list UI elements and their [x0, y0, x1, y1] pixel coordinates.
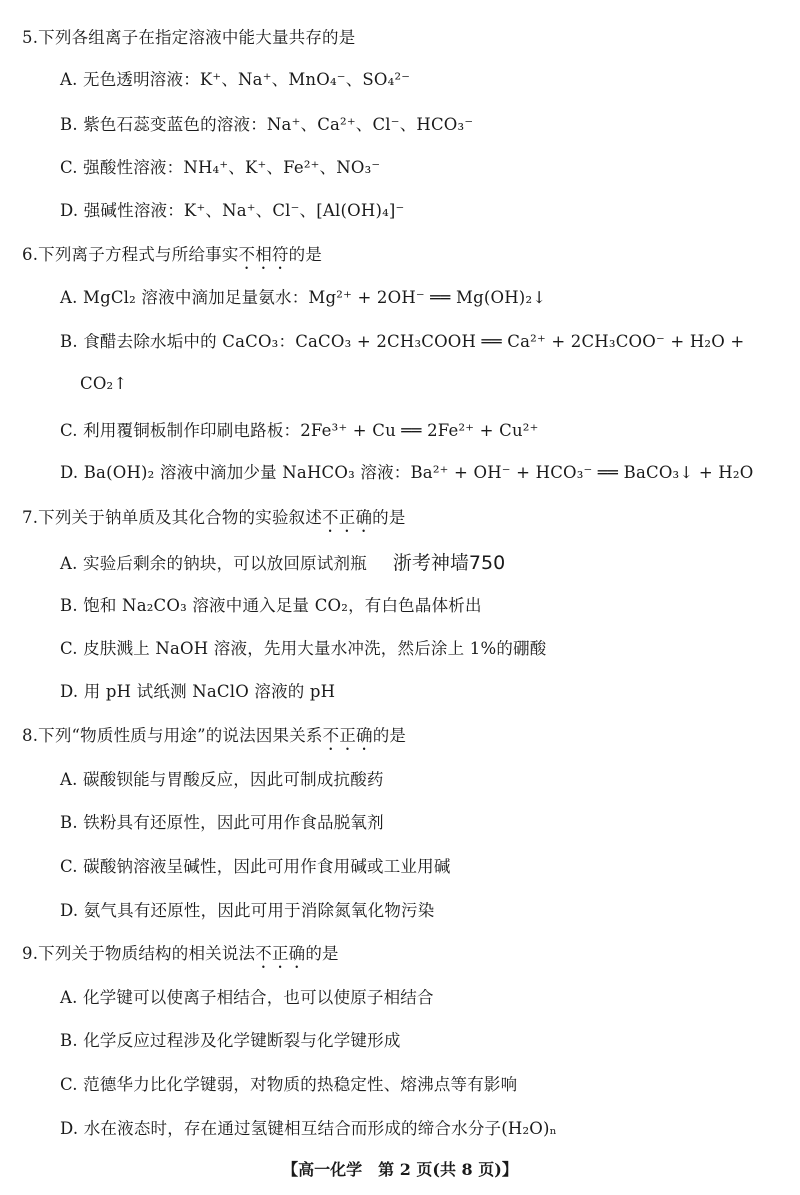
question-9-option-b: B. 化学反应过程涉及化学键断裂与化学键形成	[60, 1031, 401, 1050]
page-footer: 【高一化学 第 2 页(共 8 页)】	[282, 1160, 518, 1179]
question-5-option-b: B. 紫色石蕊变蓝色的溶液：Na⁺、Ca²⁺、Cl⁻、HCO₃⁻	[60, 115, 474, 134]
question-5-stem: 5.下列各组离子在指定溶液中能大量共存的是	[22, 28, 356, 47]
question-8-option-c: C. 碳酸钠溶液呈碱性，因此可用作食用碱或工业用碱	[60, 857, 451, 876]
question-7-stem: 7.下列关于钠单质及其化合物的实验叙述不正确的是	[22, 508, 406, 527]
question-9-option-d: D. 水在液态时，存在通过氢键相互结合而形成的缔合水分子(H₂O)ₙ	[60, 1119, 557, 1138]
question-6-option-a: A. MgCl₂ 溶液中滴加足量氨水：Mg²⁺ + 2OH⁻ ══ Mg(OH)₂↓	[60, 288, 547, 307]
question-8-stem: 8.下列“物质性质与用途”的说法因果关系不正确的是	[22, 726, 407, 745]
question-5-option-d: D. 强碱性溶液：K⁺、Na⁺、Cl⁻、[Al(OH)₄]⁻	[60, 201, 405, 220]
emphasis-text: 不相符	[238, 245, 289, 264]
question-6-stem: 6.下列离子方程式与所给事实不相符的是	[22, 245, 323, 264]
question-6-option-d: D. Ba(OH)₂ 溶液中滴加少量 NaHCO₃ 溶液：Ba²⁺ + OH⁻ + HCO₃⁻ ══ BaCO₃↓ + H₂O	[60, 463, 754, 482]
question-6-option-b: B. 食醋去除水垢中的 CaCO₃：CaCO₃ + 2CH₃COOH ══ Ca²⁺ + 2CH₃COO⁻ + H₂O +	[60, 332, 745, 351]
emphasis-text: 不正确	[255, 944, 306, 963]
emphasis-text: 不正确	[322, 508, 373, 527]
question-7-option-c: C. 皮肤溅上 NaOH 溶液，先用大量水冲洗，然后涂上 1%的硼酸	[60, 639, 547, 658]
question-7-option-b: B. 饱和 Na₂CO₃ 溶液中通入足量 CO₂，有白色晶体析出	[60, 596, 482, 615]
question-8-option-b: B. 铁粉具有还原性，因此可用作食品脱氧剂	[60, 813, 384, 832]
watermark-text: 浙考神墙750	[392, 552, 506, 574]
question-9-option-a: A. 化学键可以使离子相结合，也可以使原子相结合	[60, 988, 434, 1007]
question-9-stem: 9.下列关于物质结构的相关说法不正确的是	[22, 944, 339, 963]
question-7-option-d: D. 用 pH 试纸测 NaClO 溶液的 pH	[60, 682, 336, 701]
question-6-option-c: C. 利用覆铜板制作印刷电路板：2Fe³⁺ + Cu ══ 2Fe²⁺ + Cu²⁺	[60, 421, 539, 440]
question-5-option-a: A. 无色透明溶液：K⁺、Na⁺、MnO₄⁻、SO₄²⁻	[60, 70, 411, 89]
emphasis-text: 不正确	[322, 726, 373, 745]
question-8-option-a: A. 碳酸钡能与胃酸反应，因此可制成抗酸药	[60, 770, 384, 789]
question-7-option-a: A. 实验后剩余的钠块，可以放回原试剂瓶 浙考神墙750	[60, 552, 506, 574]
question-6-option-b-continued: CO₂↑	[80, 374, 128, 393]
question-8-option-d: D. 氨气具有还原性，因此可用于消除氮氧化物污染	[60, 901, 435, 920]
question-5-option-c: C. 强酸性溶液：NH₄⁺、K⁺、Fe²⁺、NO₃⁻	[60, 158, 381, 177]
question-9-option-c: C. 范德华力比化学键弱，对物质的热稳定性、熔沸点等有影响	[60, 1075, 518, 1094]
